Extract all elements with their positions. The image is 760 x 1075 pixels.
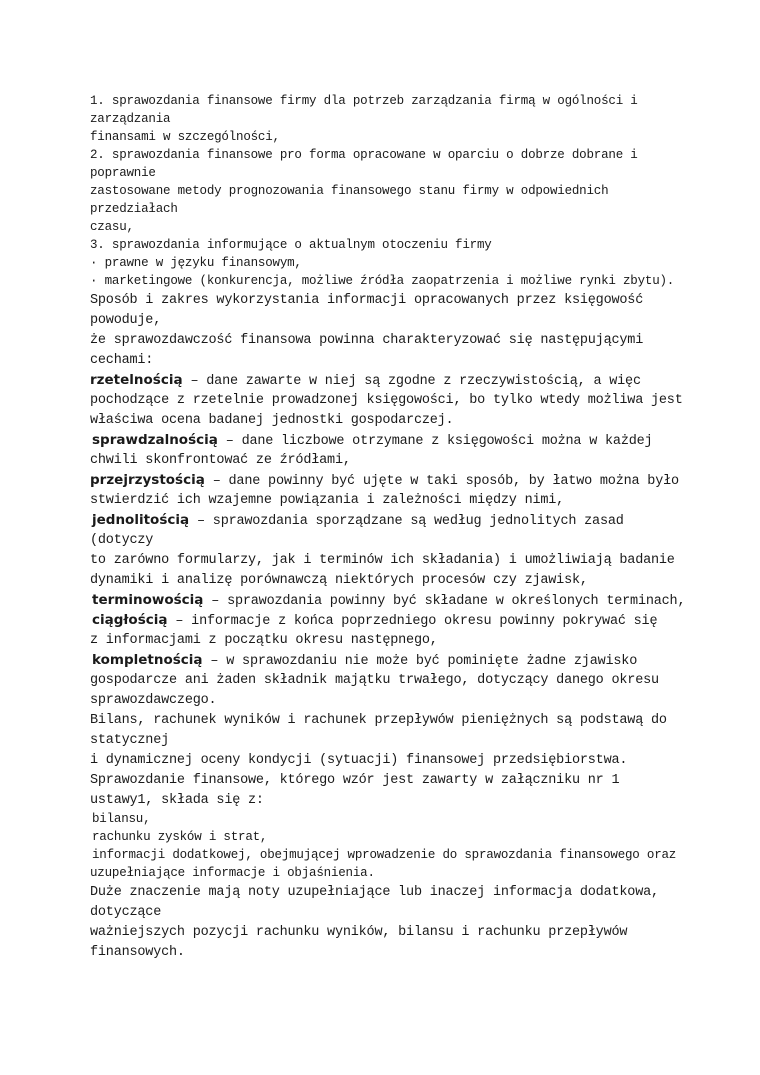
list-item: rachunku zysków i strat, [92, 830, 268, 844]
feature-jednolitosc [92, 514, 624, 529]
list-item: bilansu, [92, 812, 151, 826]
text-line: sprawozdawczego. [90, 693, 217, 708]
text-line: dotyczące [90, 905, 162, 920]
text-line: właściwa ocena badanej jednostki gospodarczej. [90, 413, 454, 428]
text-line: że sprawozdawczość finansowa powinna charakteryzować się następującymi [90, 333, 644, 348]
text-line: finansowych. [90, 945, 185, 960]
text-line: stwierdzić ich wzajemne powiązania i zależności między nimi, [90, 493, 565, 508]
feature-terminowosc [92, 594, 685, 609]
feature-term: przejrzystością [90, 472, 205, 488]
text-line: 1. sprawozdania finansowe firmy dla potrzeb zarządzania firmą w ogólności i [90, 94, 638, 108]
feature-term: rzetelnością [90, 372, 183, 388]
text-line: cechami: [90, 353, 154, 368]
text-line: finansami w szczególności, [90, 130, 280, 144]
text-line: statycznej [90, 733, 170, 748]
text-line: Duże znaczenie mają noty uzupełniające lub inaczej informacja dodatkowa, [90, 885, 659, 900]
feature-desc: – w sprawozdaniu nie może być pominięte żadne zjawisko [202, 654, 638, 669]
text-line: czasu, [90, 220, 134, 234]
feature-term: terminowością [92, 592, 204, 608]
text-line: 2. sprawozdania finansowe pro forma opracowane w oparciu o dobrze dobrane i [90, 148, 638, 162]
text-line: chwili skonfrontować ze źródłami, [90, 453, 351, 468]
feature-desc: – sprawozdania powinny być składane w określonych terminach, [203, 594, 686, 609]
text-line: pochodzące z rzetelnie prowadzonej księgowości, bo tylko wtedy możliwa jest [90, 393, 683, 408]
text-line: uzupełniające informacje i objaśnienia. [90, 866, 375, 880]
feature-desc: – sprawozdania sporządzane są według jednolitych zasad [189, 514, 624, 529]
text-line: Sposób i zakres wykorzystania informacji opracowanych przez księgowość [90, 293, 644, 308]
text-line: to zarówno formularzy, jak i terminów ich składania) i umożliwiają badanie [90, 553, 675, 568]
feature-przejrzystosc [90, 474, 679, 489]
text-line: Bilans, rachunek wyników i rachunek przepływów pieniężnych są podstawą do [90, 713, 667, 728]
text-line: powoduje, [90, 313, 162, 328]
text-line: gospodarcze ani żaden składnik majątku trwałego, dotyczący danego okresu [90, 673, 659, 688]
feature-term: ciągłością [92, 612, 168, 628]
bullet-item: · prawne w języku finansowym, [90, 256, 302, 270]
feature-ciaglosc [92, 614, 657, 629]
text-line: (dotyczy [90, 533, 154, 548]
feature-desc: – dane liczbowe otrzymane z księgowości można w każdej [217, 434, 653, 449]
text-line: z informacjami z początku okresu następnego, [90, 633, 438, 648]
feature-sprawdzalnosc [92, 434, 652, 449]
feature-term: kompletnością [92, 652, 203, 668]
feature-desc: – dane powinny być ujęte w taki sposób, by łatwo można było [204, 474, 679, 489]
text-line: i dynamicznej oceny kondycji (sytuacji) finansowej przedsiębiorstwa. [90, 753, 628, 768]
text-line: poprawnie [90, 166, 156, 180]
text-line: Sprawozdanie finansowe, którego wzór jest zawarty w załączniku nr 1 [90, 773, 620, 788]
feature-rzetelnosc [90, 374, 641, 389]
feature-kompletnosc [92, 654, 637, 669]
feature-term: sprawdzalnością [92, 432, 218, 448]
list-item: informacji dodatkowej, obejmującej wprowadzenie do sprawozdania finansowego oraz [92, 848, 677, 862]
text-line: 3. sprawozdania informujące o aktualnym otoczeniu firmy [90, 238, 492, 252]
text-line: ustawy1, składa się z: [90, 793, 264, 808]
text-line: ważniejszych pozycji rachunku wyników, bilansu i rachunku przepływów [90, 925, 628, 940]
text-line: dynamiki i analizę porównawczą niektórych procesów czy zjawisk, [90, 573, 588, 588]
bullet-item: · marketingowe (konkurencja, możliwe źródła zaopatrzenia i możliwe rynki zbytu). [90, 274, 675, 288]
feature-desc: – informacje z końca poprzedniego okresu powinny pokrywać się [167, 614, 658, 629]
feature-desc: – dane zawarte w niej są zgodne z rzeczywistością, a więc [182, 374, 641, 389]
text-line: zarządzania [90, 112, 171, 126]
feature-term: jednolitością [92, 512, 190, 528]
text-line: zastosowane metody prognozowania finansowego stanu firmy w odpowiednich [90, 184, 609, 198]
text-line: przedziałach [90, 202, 178, 216]
